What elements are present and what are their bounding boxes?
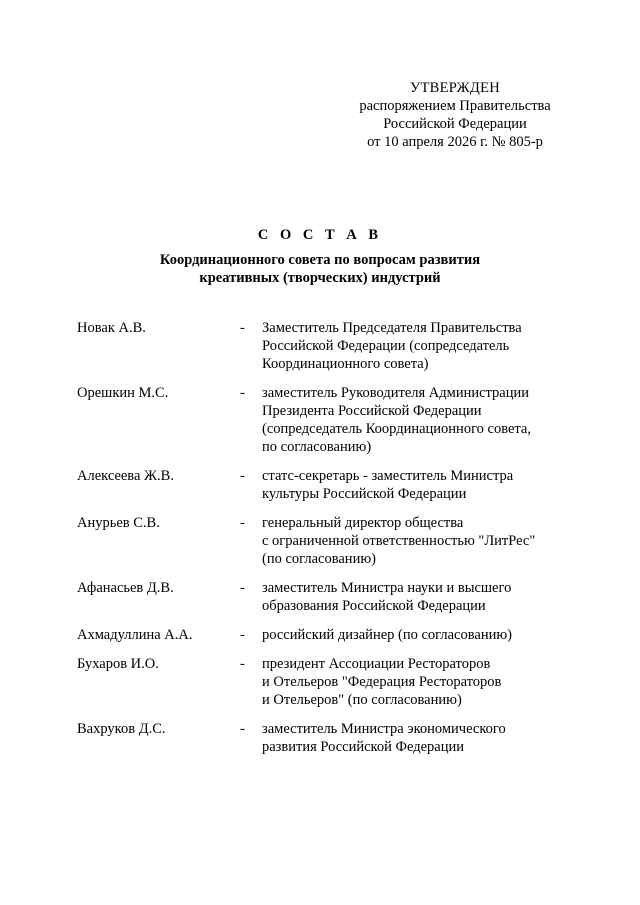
member-name: Ахмадуллина А.А. bbox=[77, 627, 193, 643]
member-role-line: и Отельеров" (по согласованию) bbox=[262, 692, 462, 708]
member-row bbox=[77, 467, 577, 503]
member-role-line: развития Российской Федерации bbox=[262, 739, 464, 755]
title-heading: С О С Т А В bbox=[257, 227, 383, 243]
approved-label: УТВЕРЖДЕН bbox=[409, 80, 501, 96]
member-role-line: генеральный директор общества bbox=[262, 515, 464, 531]
member-role bbox=[262, 626, 577, 644]
member-role-line: российский дизайнер (по согласованию) bbox=[262, 627, 512, 643]
member-role bbox=[262, 514, 577, 568]
member-role-line: Координационного совета) bbox=[262, 356, 429, 372]
member-dash: - bbox=[240, 627, 245, 643]
member-row bbox=[77, 384, 577, 456]
member-role-line: заместитель Министра экономического bbox=[262, 721, 506, 737]
member-role-line: статс-секретарь - заместитель Министра bbox=[262, 468, 514, 484]
member-name: Анурьев С.В. bbox=[77, 515, 160, 531]
member-dash: - bbox=[240, 580, 245, 596]
member-role bbox=[262, 384, 577, 456]
member-name: Бухаров И.О. bbox=[77, 656, 159, 672]
member-role-line: с ограниченной ответственностью "ЛитРес" bbox=[262, 533, 536, 549]
member-name: Новак А.В. bbox=[77, 320, 146, 336]
member-role bbox=[262, 467, 577, 503]
member-role-line: Российской Федерации (сопредседатель bbox=[262, 338, 510, 354]
member-role-line: (сопредседатель Координационного совета, bbox=[262, 421, 531, 437]
member-role-line: заместитель Министра науки и высшего bbox=[262, 580, 512, 596]
member-role-line: образования Российской Федерации bbox=[262, 598, 486, 614]
document-title bbox=[0, 226, 640, 287]
member-role-line: (по согласованию) bbox=[262, 551, 376, 567]
member-role-line: и Отельеров "Федерация Рестораторов bbox=[262, 674, 502, 690]
member-role-line: заместитель Руководителя Администрации bbox=[262, 385, 530, 401]
member-name: Афанасьев Д.В. bbox=[77, 580, 174, 596]
member-row bbox=[77, 655, 577, 709]
member-row bbox=[77, 720, 577, 756]
member-name: Орешкин М.С. bbox=[77, 385, 169, 401]
member-name: Алексеева Ж.В. bbox=[77, 468, 174, 484]
member-role bbox=[262, 579, 577, 615]
member-dash: - bbox=[240, 721, 245, 737]
member-role-line: президент Ассоциации Рестораторов bbox=[262, 656, 491, 672]
member-role bbox=[262, 319, 577, 373]
member-row bbox=[77, 579, 577, 615]
subtitle-line-1: Координационного совета по вопросам развития bbox=[159, 252, 481, 268]
member-role-line: культуры Российской Федерации bbox=[262, 486, 467, 502]
member-dash: - bbox=[240, 515, 245, 531]
member-dash: - bbox=[240, 656, 245, 672]
member-dash: - bbox=[240, 385, 245, 401]
title-subtitle bbox=[0, 251, 640, 287]
member-dash: - bbox=[240, 320, 245, 336]
member-role-line: Заместитель Председателя Правительства bbox=[262, 320, 522, 336]
member-row bbox=[77, 626, 577, 644]
member-name: Вахруков Д.С. bbox=[77, 721, 166, 737]
member-role bbox=[262, 720, 577, 756]
member-role-line: Президента Российской Федерации bbox=[262, 403, 482, 419]
approval-order-line: распоряжением Правительства bbox=[359, 98, 551, 114]
approval-authority-line: Российской Федерации bbox=[383, 116, 527, 132]
member-role-line: по согласованию) bbox=[262, 439, 372, 455]
subtitle-line-2: креативных (творческих) индустрий bbox=[199, 270, 441, 286]
member-dash: - bbox=[240, 468, 245, 484]
member-row bbox=[77, 319, 577, 373]
approval-stamp bbox=[300, 79, 610, 151]
approval-date-line: от 10 апреля 2026 г. № 805-р bbox=[367, 134, 543, 150]
members-list bbox=[77, 319, 577, 767]
member-row bbox=[77, 514, 577, 568]
member-role bbox=[262, 655, 577, 709]
